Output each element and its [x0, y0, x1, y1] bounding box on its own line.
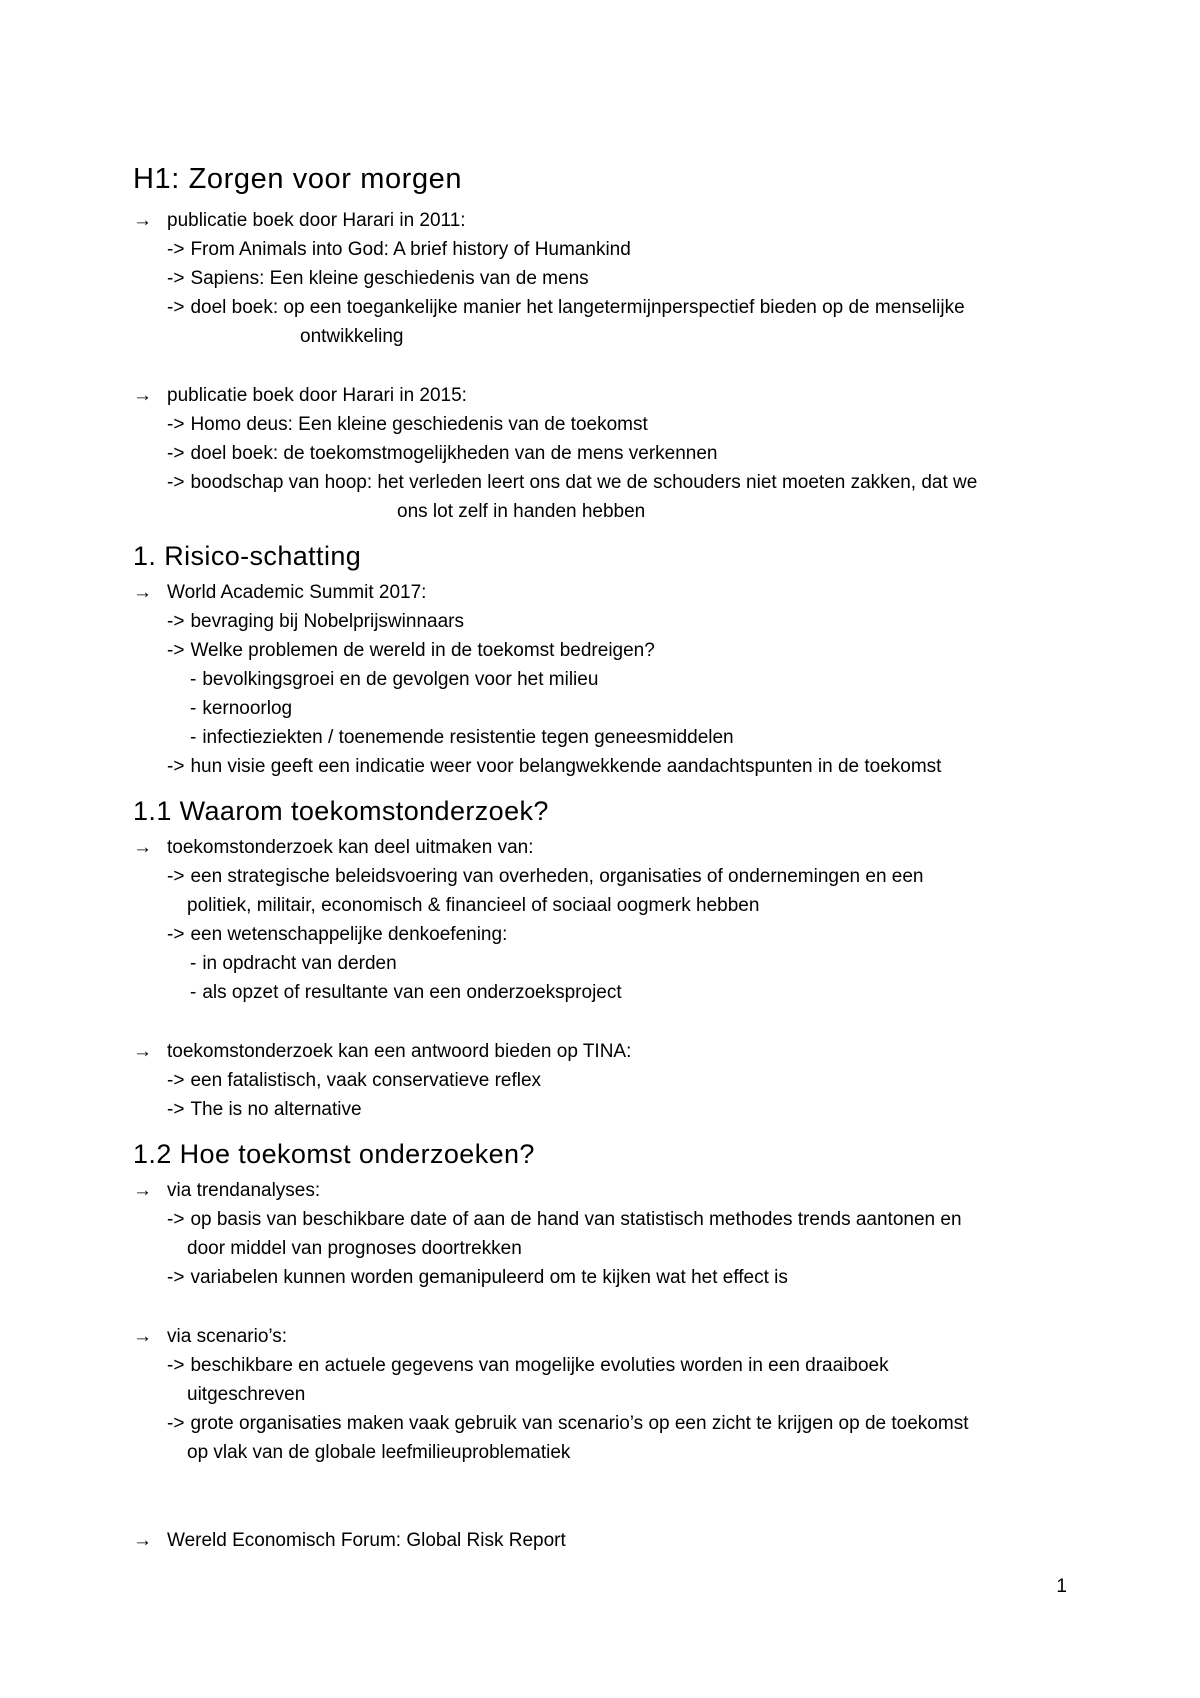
note-text: op basis van beschikbare date of aan de hand van statistisch methodes trends aantonen en: [190, 1209, 962, 1230]
note-text: hun visie geeft een indicatie weer voor belangwekkende aandachtspunten in de toekomst: [190, 756, 942, 777]
sub-bullet-icon: ->: [167, 472, 185, 493]
note-line: [167, 1095, 1067, 1124]
note-text: Homo deus: Een kleine geschiedenis van de toekomst: [190, 414, 648, 435]
arrow-bullet-icon: →: [133, 210, 152, 231]
note-text: publicatie boek door Harari in 2011:: [167, 210, 466, 231]
sub-bullet-icon: ->: [167, 611, 185, 632]
note-text: ons lot zelf in handen hebben: [397, 501, 646, 522]
sub-bullet-icon: ->: [167, 268, 185, 289]
note-line: [167, 1409, 1067, 1438]
note-text: op vlak van de globale leefmilieuproblematiek: [187, 1442, 571, 1463]
note-text: in opdracht van derden: [202, 953, 397, 974]
note-line: [133, 1176, 1067, 1205]
note-text: bevraging bij Nobelprijswinnaars: [190, 611, 464, 632]
sub-bullet-icon: ->: [167, 756, 185, 777]
note-line: [187, 1380, 1067, 1409]
dash-bullet-icon: -: [190, 698, 197, 719]
vertical-spacer: [133, 1007, 1067, 1037]
note-text: From Animals into God: A brief history of Humankind: [190, 239, 631, 260]
note-line: [187, 1234, 1067, 1263]
arrow-bullet-icon: →: [133, 582, 152, 603]
note-line: [167, 468, 1067, 497]
note-text: politiek, militair, economisch & financieel of sociaal oogmerk hebben: [187, 895, 760, 916]
sub-bullet-icon: ->: [167, 1099, 185, 1120]
note-line: [133, 578, 1067, 607]
note-text: World Academic Summit 2017:: [167, 582, 427, 603]
note-line: [167, 293, 1067, 322]
note-line: [167, 607, 1067, 636]
note-text: kernoorlog: [202, 698, 293, 719]
note-text: toekomstonderzoek kan een antwoord bieden op TINA:: [167, 1041, 632, 1062]
note-text: infectieziekten / toenemende resistentie tegen geneesmiddelen: [202, 727, 734, 748]
note-text: beschikbare en actuele gegevens van mogelijke evoluties worden in een draaiboek: [190, 1355, 889, 1376]
note-line: [167, 235, 1067, 264]
arrow-bullet-icon: →: [133, 1326, 152, 1347]
dash-bullet-icon: -: [190, 982, 197, 1003]
note-text: doel boek: op een toegankelijke manier het langetermijnperspectief bieden op de menselijke: [190, 297, 965, 318]
page-number: 1: [1056, 1576, 1067, 1597]
note-text: Welke problemen de wereld in de toekomst bedreigen?: [190, 640, 655, 661]
section-heading: 1. Risico-schatting: [133, 541, 362, 571]
arrow-bullet-icon: →: [133, 1530, 152, 1551]
note-text: boodschap van hoop: het verleden leert ons dat we de schouders niet moeten zakken, dat we: [190, 472, 978, 493]
note-line: [133, 206, 1067, 235]
note-line: [190, 949, 1067, 978]
section-heading: 1.2 Hoe toekomst onderzoeken?: [133, 1139, 535, 1169]
note-text: grote organisaties maken vaak gebruik van scenario’s op een zicht te krijgen op de toekomst: [190, 1413, 969, 1434]
note-text: via scenario’s:: [167, 1326, 288, 1347]
arrow-bullet-icon: →: [133, 837, 152, 858]
note-text: Wereld Economisch Forum: Global Risk Report: [167, 1530, 566, 1551]
document-body: [133, 160, 1067, 1555]
sub-bullet-icon: ->: [167, 1267, 185, 1288]
note-text: een wetenschappelijke denkoefening:: [190, 924, 508, 945]
sub-bullet-icon: ->: [167, 297, 185, 318]
note-line: [167, 752, 1067, 781]
note-line: [133, 833, 1067, 862]
note-line: [397, 497, 1067, 526]
note-line: [167, 439, 1067, 468]
sub-bullet-icon: ->: [167, 239, 185, 260]
note-line: [133, 1322, 1067, 1351]
note-text: publicatie boek door Harari in 2015:: [167, 385, 467, 406]
dash-bullet-icon: -: [190, 669, 197, 690]
note-text: via trendanalyses:: [167, 1180, 321, 1201]
sub-bullet-icon: ->: [167, 924, 185, 945]
sub-bullet-icon: ->: [167, 866, 185, 887]
section-heading: 1.1 Waarom toekomstonderzoek?: [133, 796, 549, 826]
dash-bullet-icon: -: [190, 727, 197, 748]
sub-bullet-icon: ->: [167, 1209, 185, 1230]
note-line: [167, 1263, 1067, 1292]
note-line: [167, 920, 1067, 949]
note-text: uitgeschreven: [187, 1384, 306, 1405]
sub-bullet-icon: ->: [167, 414, 185, 435]
note-line: [190, 694, 1067, 723]
note-line: [167, 636, 1067, 665]
note-text: The is no alternative: [190, 1099, 362, 1120]
note-line: [300, 322, 1067, 351]
vertical-spacer: [133, 351, 1067, 381]
note-text: door middel van prognoses doortrekken: [187, 1238, 522, 1259]
note-text: een strategische beleidsvoering van overheden, organisaties of ondernemingen en een: [190, 866, 924, 887]
note-line: [133, 381, 1067, 410]
note-text: Sapiens: Een kleine geschiedenis van de mens: [190, 268, 589, 289]
arrow-bullet-icon: →: [133, 1041, 152, 1062]
note-text: als opzet of resultante van een onderzoeksproject: [202, 982, 622, 1003]
note-line: [187, 1438, 1067, 1467]
note-line: [187, 891, 1067, 920]
sub-bullet-icon: ->: [167, 1355, 185, 1376]
arrow-bullet-icon: →: [133, 1180, 152, 1201]
note-text: doel boek: de toekomstmogelijkheden van de mens verkennen: [190, 443, 718, 464]
note-text: ontwikkeling: [300, 326, 404, 347]
note-text: bevolkingsgroei en de gevolgen voor het milieu: [202, 669, 599, 690]
note-line: [167, 410, 1067, 439]
note-line: [133, 1037, 1067, 1066]
note-line: [190, 665, 1067, 694]
note-text: een fatalistisch, vaak conservatieve reflex: [190, 1070, 542, 1091]
vertical-spacer: [133, 1467, 1067, 1526]
note-line: [167, 1351, 1067, 1380]
note-line: [190, 723, 1067, 752]
note-line: [167, 1066, 1067, 1095]
sub-bullet-icon: ->: [167, 1413, 185, 1434]
note-text: variabelen kunnen worden gemanipuleerd om te kijken wat het effect is: [190, 1267, 788, 1288]
sub-bullet-icon: ->: [167, 443, 185, 464]
dash-bullet-icon: -: [190, 953, 197, 974]
note-line: [167, 264, 1067, 293]
note-line: [133, 1526, 1067, 1555]
sub-bullet-icon: ->: [167, 1070, 185, 1091]
vertical-spacer: [133, 1292, 1067, 1322]
note-line: [167, 862, 1067, 891]
arrow-bullet-icon: →: [133, 385, 152, 406]
chapter-heading: H1: Zorgen voor morgen: [133, 163, 463, 195]
note-line: [167, 1205, 1067, 1234]
note-text: toekomstonderzoek kan deel uitmaken van:: [167, 837, 534, 858]
sub-bullet-icon: ->: [167, 640, 185, 661]
note-line: [190, 978, 1067, 1007]
